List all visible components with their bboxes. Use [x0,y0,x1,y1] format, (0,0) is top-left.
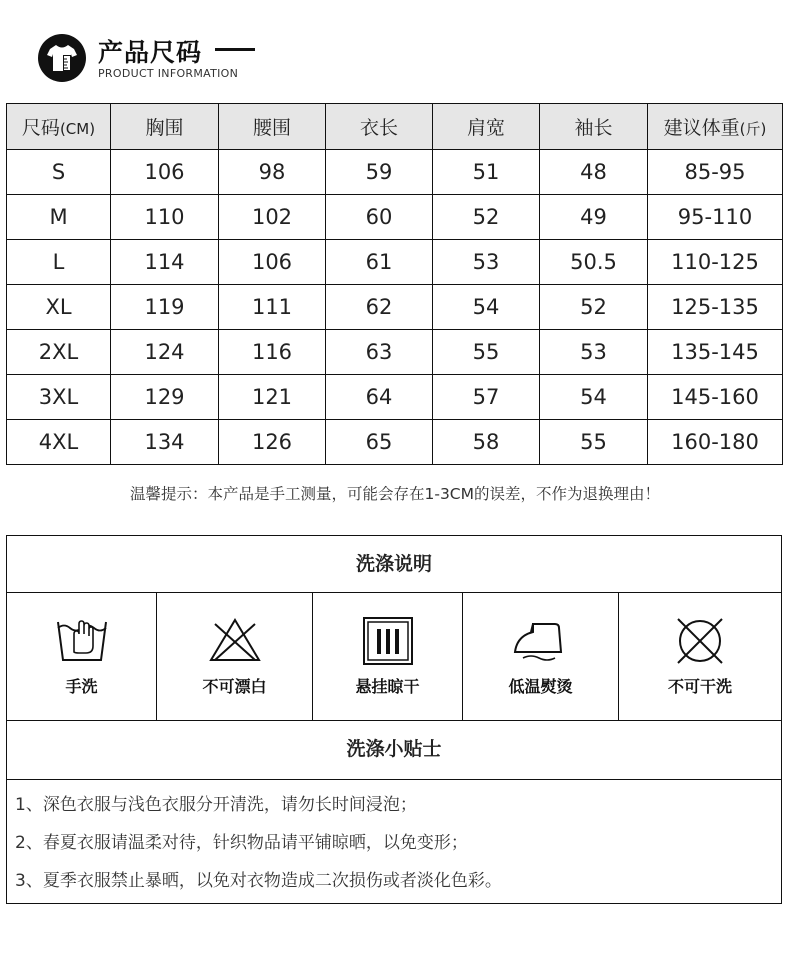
cell-chest: 129 [111,375,219,420]
cell-weight: 85-95 [648,150,783,195]
table-row [7,195,783,240]
cell-waist: 102 [219,195,326,240]
cell-shoulder: 51 [433,150,540,195]
header-waist: 腰围 [219,104,326,150]
no-dry-clean-icon [674,616,726,666]
cell-chest: 119 [111,285,219,330]
care-label: 悬挂晾干 [355,677,420,696]
page-title: 产品尺码 [98,38,203,67]
cell-sleeve: 48 [540,150,648,195]
cell-waist: 106 [219,240,326,285]
page-subtitle: PRODUCT INFORMATION [98,67,239,80]
cell-size: 3XL [7,375,111,420]
cell-length: 63 [326,330,433,375]
cell-size: XL [7,285,111,330]
cell-shoulder: 57 [433,375,540,420]
cell-shoulder: 53 [433,240,540,285]
table-row [7,240,783,285]
cell-length: 65 [326,420,433,465]
header-chest: 胸围 [111,104,219,150]
cell-sleeve: 50.5 [540,240,648,285]
list-item: 2、春夏衣服请温柔对待，针织物品请平铺晾晒，以免变形； [15,833,468,853]
cell-length: 64 [326,375,433,420]
cell-size: S [7,150,111,195]
care-label: 不可漂白 [202,677,267,696]
cell-waist: 126 [219,420,326,465]
cell-size: 2XL [7,330,111,375]
header-weight: 建议体重(斤) [648,104,783,150]
hand-wash-icon [55,616,109,664]
size-table [6,103,783,465]
cell-length: 61 [326,240,433,285]
cell-weight: 145-160 [648,375,783,420]
list-item: 1、深色衣服与浅色衣服分开清洗，请勿长时间浸泡； [15,795,417,815]
table-header-row [7,104,783,150]
table-row [7,330,783,375]
header-shoulder: 肩宽 [433,104,540,150]
care-item-low-iron [463,592,619,720]
header-size: 尺码(CM) [7,104,111,150]
cell-chest: 106 [111,150,219,195]
table-row [7,285,783,330]
cell-sleeve: 52 [540,285,648,330]
cell-weight: 110-125 [648,240,783,285]
cell-weight: 160-180 [648,420,783,465]
no-bleach-icon [207,616,263,664]
cell-sleeve: 49 [540,195,648,240]
cell-chest: 124 [111,330,219,375]
care-item-hang-dry [313,592,463,720]
cell-length: 62 [326,285,433,330]
cell-weight: 125-135 [648,285,783,330]
cell-chest: 114 [111,240,219,285]
wash-title: 洗涤说明 [7,536,781,593]
care-item-no-dry-clean [619,592,781,720]
care-icons-row [7,592,781,721]
cell-weight: 95-110 [648,195,783,240]
wash-section [6,535,782,904]
header-length: 衣长 [326,104,433,150]
cell-sleeve: 53 [540,330,648,375]
low-iron-icon [511,616,571,664]
care-label: 不可干洗 [667,677,732,696]
cell-shoulder: 55 [433,330,540,375]
cell-size: 4XL [7,420,111,465]
cell-weight: 135-145 [648,330,783,375]
wash-tips-title: 洗涤小贴士 [7,720,781,780]
wash-tips-list [15,786,765,900]
cell-waist: 98 [219,150,326,195]
cell-length: 60 [326,195,433,240]
care-label: 低温熨烫 [508,677,573,696]
table-row [7,420,783,465]
table-row [7,150,783,195]
care-label: 手洗 [65,677,98,696]
hang-dry-icon [362,616,414,666]
care-item-no-bleach [157,592,313,720]
cell-chest: 134 [111,420,219,465]
list-item: 3、夏季衣服禁止暴晒，以免对衣物造成二次损伤或者淡化色彩。 [15,871,502,891]
cell-chest: 110 [111,195,219,240]
care-item-hand-wash [7,592,157,720]
table-row [7,375,783,420]
header-sleeve: 袖长 [540,104,648,150]
cell-shoulder: 52 [433,195,540,240]
cell-sleeve: 54 [540,375,648,420]
title-divider [215,48,255,51]
cell-waist: 121 [219,375,326,420]
cell-sleeve: 55 [540,420,648,465]
cell-shoulder: 54 [433,285,540,330]
cell-waist: 116 [219,330,326,375]
measurement-note: 温馨提示：本产品是手工测量，可能会存在1-3CM的误差，不作为退换理由！ [129,485,660,503]
cell-waist: 111 [219,285,326,330]
cell-size: L [7,240,111,285]
cell-shoulder: 58 [433,420,540,465]
cell-size: M [7,195,111,240]
cell-length: 59 [326,150,433,195]
tshirt-ruler-icon [38,34,86,82]
